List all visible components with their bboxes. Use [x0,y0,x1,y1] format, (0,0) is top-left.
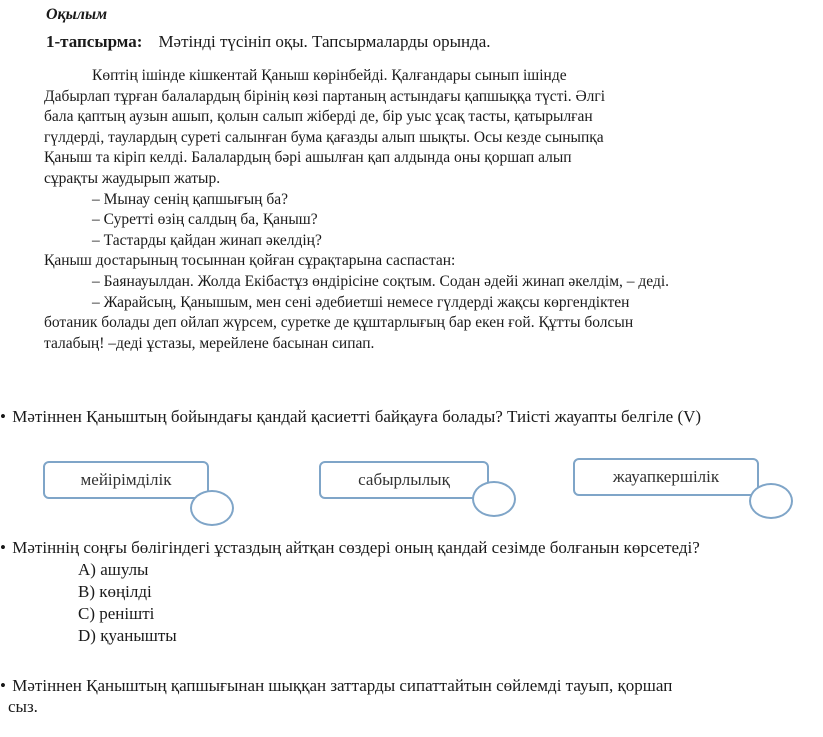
text-line: Көптің ішінде кішкентай Қаныш көрінбейді. Қалғандары сынып ішінде [92,67,567,84]
answer-circle-1[interactable] [190,490,234,526]
choice-box-2 [319,461,489,499]
question-bullet: • [0,538,6,557]
text-line: Қаныш та кіріп келді. Балалардың бәрі ашылған қап алдында оны қоршап алып [44,149,572,167]
question-3-text: Мәтіннен Қаныштың қапшығынан шыққан заттарды сипаттайтын сөйлемді тауып, қоршап [12,676,673,695]
text-line: Дабырлап тұрған балалардың бірінің көзі партаның астындағы қапшыққа түсті. Әлгі [44,87,606,105]
option-c[interactable]: C) ренішті [78,604,155,623]
choice-box-1 [43,461,209,499]
question-3 [0,676,672,696]
reading-text [44,66,823,354]
section-title: Оқылым [46,6,108,23]
task-label: 1-тапсырма: [46,32,143,51]
text-line: сұрақты жаудырып жатыр. [44,169,221,187]
task-instruction: Мәтінді түсініп оқы. Тапсырмаларды орында. [158,32,491,51]
option-d[interactable]: D) қуанышты [78,626,177,645]
question-bullet: • [0,676,6,695]
option-b[interactable]: B) көңілді [78,582,152,601]
option-a[interactable]: A) ашулы [78,560,149,579]
text-line: Қаныш достарының тосыннан қойған сұрақтарына саспастан: [44,252,456,270]
text-line: талабың! –деді ұстазы, мерейлене басынан сипап. [44,334,375,352]
text-line: бала қаптың аузын ашып, қолын салып жіберді де, бір уыс ұсақ тасты, қатырылған [44,108,593,126]
dialogue-line: – Суретті өзің салдың ба, Қаныш? [92,211,318,229]
question-2 [0,538,700,558]
choice-label-2: сабырлылық [358,470,450,489]
text-line: ботаник болады деп ойлап жүрсем, суретке де құштарлығың бар екен ғой. Құтты болсын [44,314,634,332]
task-heading [46,32,491,52]
answer-circle-3[interactable] [749,483,793,519]
choice-label-1: мейірімділік [80,470,172,489]
question-bullet: • [0,407,6,426]
choice-label-3: жауапкершілік [612,467,720,486]
text-line: гүлдерді, таулардың суреті салынған бума қағазды алып шықты. Осы кезде сыныпқа [44,128,604,146]
question-1-text: Мәтіннен Қаныштың бойындағы қандай қасиетті байқауға болады? Тиісті жауапты белгіле [12,407,674,426]
dialogue-line: – Тастарды қайдан жинап әкелдің? [92,231,322,249]
question-2-text: Мәтіннің соңғы бөлігіндегі ұстаздың айтқан сөздері оның қандай сезімде болғанын көрсетеді? [12,538,700,557]
check-mark-hint: (V) [677,407,702,426]
question-3-continuation: сыз. [8,697,38,716]
answer-circle-2[interactable] [472,481,516,517]
dialogue-line: – Мынау сенің қапшығың ба? [92,190,288,208]
question-1 [0,407,701,427]
dialogue-line: – Жарайсың, Қанышым, мен сені әдебиетші немесе гүлдерді жақсы көргендіктен [92,293,630,311]
choice-box-3 [573,458,759,496]
dialogue-line: – Баянауылдан. Жолда Екібастұз өндірісіне соқтым. Содан әдейі жинап әкелдім, – деді. [92,272,670,290]
